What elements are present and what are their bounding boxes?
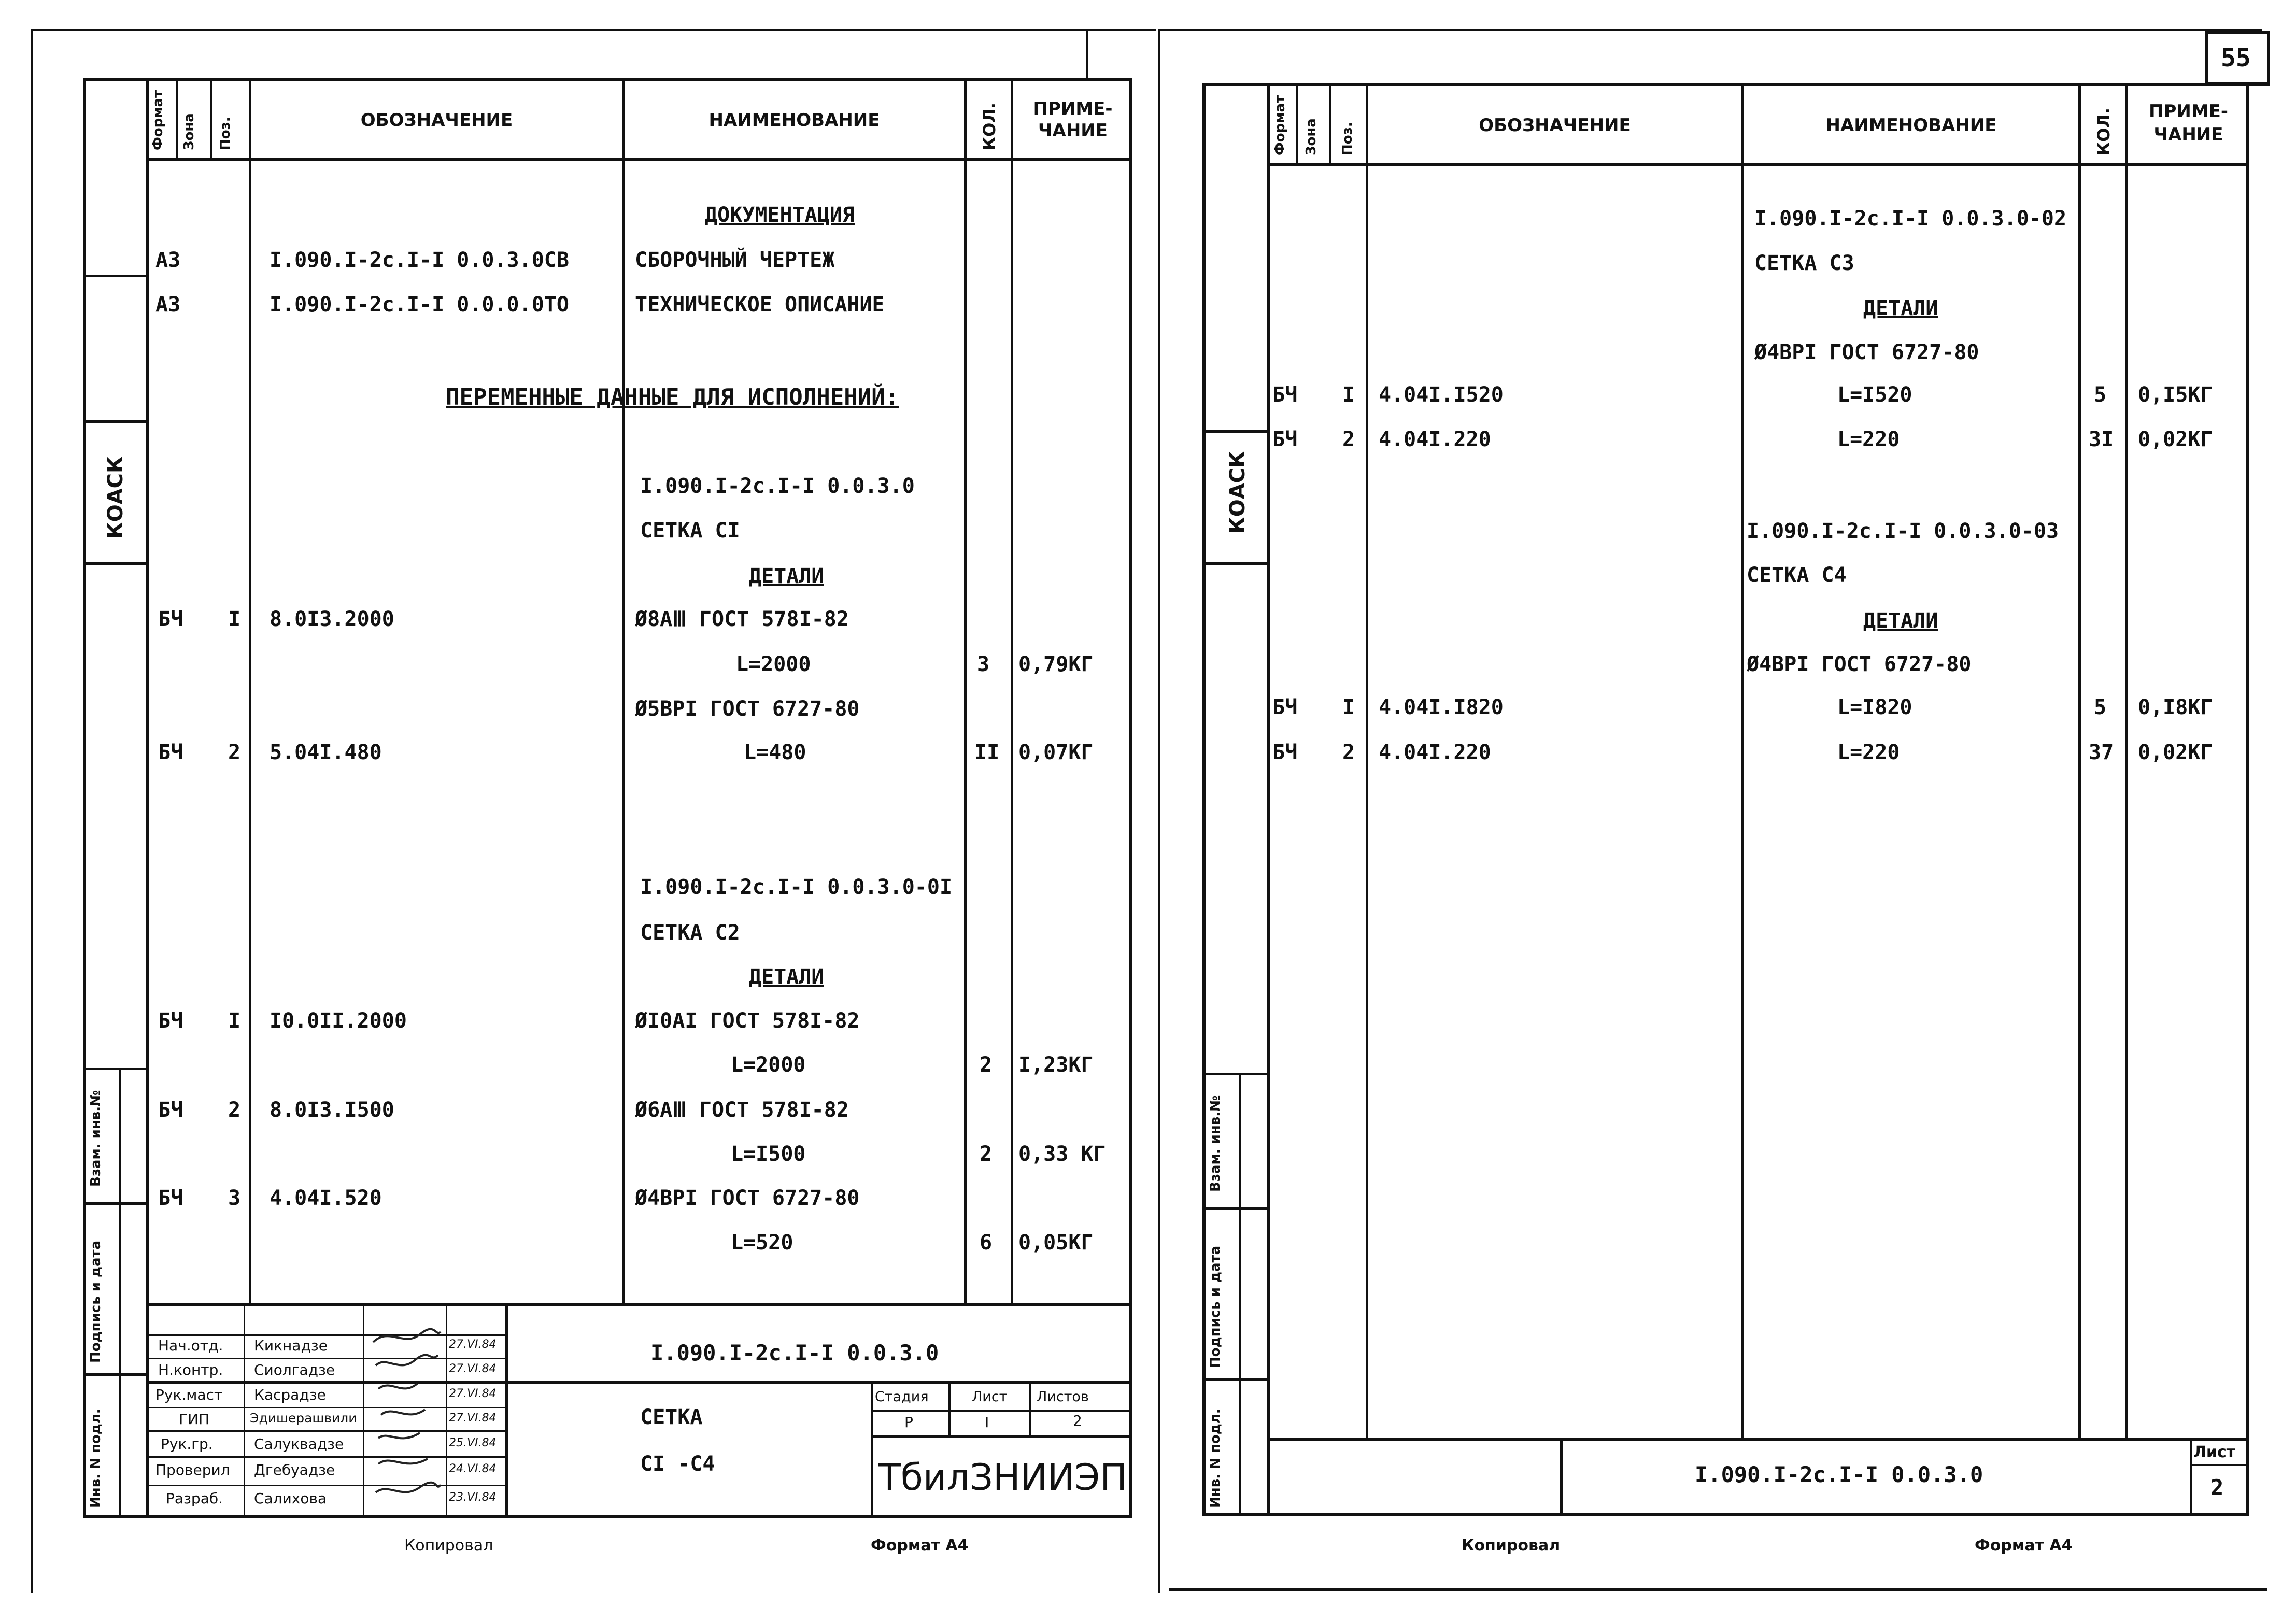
right-row-5-pos: 2 (1342, 428, 1355, 451)
right-row-c4-steel: Ø4ВРI ГОСТ 6727-80 (1747, 652, 1972, 676)
left-tb-stage-c2 (1029, 1381, 1031, 1435)
left-row-16-name: Ø6АⅢ ГОСТ 578I-82 (635, 1098, 849, 1122)
left-tb-date-3: 27.VI.84 (449, 1412, 497, 1425)
right-row-10-designation: 4.04I.I820 (1379, 695, 1504, 719)
right-col-format (1296, 83, 1298, 166)
left-row-15-name: L=2000 (731, 1053, 806, 1077)
left-tb-role-4: Рук.гр. (161, 1435, 213, 1453)
right-side-divider-3 (1202, 1378, 1270, 1381)
left-tb-r4 (149, 1407, 507, 1408)
left-trim-top (31, 29, 1156, 31)
left-tb-stage-label: Стадия (875, 1389, 929, 1405)
left-row-19-name: L=520 (731, 1231, 793, 1255)
right-row-c3-title: СЕТКА С3 (1754, 251, 1854, 275)
right-footer-copied: Копировал (1462, 1536, 1561, 1555)
right-row-c4-title: СЕТКА С4 (1747, 563, 1847, 587)
left-row-7-format: БЧ (158, 607, 183, 631)
left-row-14-format: БЧ (158, 1009, 183, 1033)
left-tb-stage-sep (871, 1381, 873, 1518)
left-tb-top (149, 1303, 1132, 1306)
right-row-5-name: L=220 (1837, 428, 1900, 451)
left-row-doc-heading: ДОКУМЕНТАЦИЯ (705, 203, 855, 227)
left-row-8-qty: 3 (977, 652, 990, 676)
left-row-c1-code: I.090.I-2с.I-I 0.0.3.0 (640, 474, 915, 498)
right-hdr-format: Формат (1272, 95, 1288, 155)
right-row-4-format: БЧ (1272, 383, 1298, 407)
right-row-5-format: БЧ (1272, 428, 1298, 451)
right-row-10-note: 0,I8КГ (2138, 695, 2213, 719)
right-row-c3-code: I.090.I-2с.I-I 0.0.3.0-02 (1754, 207, 2067, 231)
left-tb-doc-code: I.090.I-2с.I-I 0.0.3.0 (650, 1340, 939, 1365)
left-row-15-note: I,23КГ (1018, 1053, 1094, 1077)
left-tb-r1 (149, 1334, 507, 1336)
right-hdr-note2: ЧАНИЕ (2153, 124, 2223, 145)
left-tb-sheets-label: Листов (1037, 1389, 1089, 1405)
left-row-18-pos: 3 (228, 1186, 241, 1210)
right-row-c3-details: ДЕТАЛИ (1863, 296, 1938, 320)
left-row-18-designation: 4.04I.520 (270, 1186, 382, 1210)
right-tb-sheet: 2 (2210, 1475, 2224, 1500)
left-row-variable-heading: ПЕРЕМЕННЫЕ ДАННЫЕ ДЛЯ ИСПОЛНЕНИЙ: (446, 384, 899, 410)
left-tb-stage-row (871, 1410, 1132, 1412)
left-row-18-format: БЧ (158, 1186, 183, 1210)
left-side-divider-3 (83, 1373, 149, 1376)
left-row-16-pos: 2 (228, 1098, 241, 1122)
right-row-10-qty: 5 (2094, 695, 2107, 719)
right-tb-vsep (1560, 1438, 1563, 1516)
left-header-bottom (149, 158, 1132, 161)
left-tb-date-4: 25.VI.84 (449, 1436, 497, 1449)
left-tb-date-0: 27.VI.84 (449, 1338, 497, 1351)
right-col-designation (1741, 83, 1744, 1441)
right-row-c4-details: ДЕТАЛИ (1863, 609, 1938, 633)
left-hdr-name: НАИМЕНОВАНИЕ (708, 110, 880, 131)
left-row-7-name: Ø8АⅢ ГОСТ 578I-82 (635, 607, 849, 631)
left-row-c1-title: СЕТКА СI (640, 519, 740, 543)
right-row-5-designation: 4.04I.220 (1379, 428, 1491, 451)
right-col-pos (1366, 83, 1368, 1441)
left-row-16-format: БЧ (158, 1098, 183, 1122)
left-row-8-name: L=2000 (736, 652, 811, 676)
left-hdr-note1: ПРИМЕ- (1033, 98, 1113, 119)
left-tb-r6 (149, 1456, 507, 1458)
left-row-14-designation: I0.0II.2000 (270, 1009, 407, 1033)
right-hdr-note1: ПРИМЕ- (2149, 101, 2228, 122)
left-footer-copied: Копировал (404, 1536, 493, 1555)
left-tb-name-4: Салуквадзе (254, 1435, 344, 1453)
left-tb-date-5: 24.VI.84 (449, 1462, 497, 1475)
right-col-name (2078, 83, 2081, 1441)
right-row-4-designation: 4.04I.I520 (1379, 383, 1504, 407)
right-header-bottom (1270, 163, 2249, 166)
left-side-vline (119, 1068, 121, 1518)
left-tb-name-1: Сиолгадзе (254, 1361, 335, 1378)
left-tb-r7 (149, 1485, 507, 1486)
left-row-14-pos: I (228, 1009, 241, 1033)
left-tb-mid (149, 1381, 1132, 1384)
left-row-1-designation: I.090.I-2с.I-I 0.0.3.0СВ (270, 248, 569, 272)
left-row-14-name: ØI0АI ГОСТ 578I-82 (635, 1009, 860, 1033)
left-row-18-name: Ø4ВРI ГОСТ 6727-80 (635, 1186, 860, 1210)
left-row-8-note: 0,79КГ (1018, 652, 1094, 676)
right-side-label-inv: Инв. N подл. (1208, 1408, 1223, 1508)
left-tb-name-5: Дгебуадзе (254, 1461, 335, 1478)
left-side-label-inv: Инв. N подл. (88, 1408, 104, 1508)
left-tb-sheets: 2 (1073, 1412, 1082, 1429)
left-row-10-designation: 5.04I.480 (270, 741, 382, 764)
left-row-1-name: СБОРОЧНЫЙ ЧЕРТЕЖ (635, 248, 835, 272)
left-row-7-designation: 8.0I3.2000 (270, 607, 394, 631)
left-hdr-qty: КОЛ. (980, 102, 999, 150)
left-tb-stage-row2 (871, 1435, 1132, 1438)
left-row-10-format: БЧ (158, 741, 183, 764)
left-tb-sheet: I (985, 1414, 989, 1431)
left-row-7-pos: I (228, 607, 241, 631)
left-tb-signatures (368, 1327, 443, 1516)
left-row-1-format: А3 (155, 248, 181, 272)
left-margin-divider (83, 275, 149, 277)
right-row-5-qty: 3I (2089, 428, 2114, 451)
left-tb-org: ТбилЗНИИЭП (878, 1456, 1127, 1499)
left-tb-role-2: Рук.маст (155, 1386, 223, 1403)
left-tb-stage: Р (904, 1414, 913, 1431)
left-footer-format: Формат А4 (871, 1536, 969, 1555)
left-frame (83, 78, 1132, 1518)
left-row-2-format: А3 (155, 293, 181, 317)
left-row-c1-details: ДЕТАЛИ (749, 564, 824, 588)
right-row-10-name: L=I820 (1837, 695, 1912, 719)
right-hdr-qty: КОЛ. (2094, 107, 2114, 155)
left-row-15-qty: 2 (980, 1053, 993, 1077)
right-row-c4-code: I.090.I-2с.I-I 0.0.3.0-03 (1747, 519, 2059, 543)
right-tb-sheet-row (2190, 1464, 2249, 1466)
right-row-11-name: L=220 (1837, 741, 1900, 764)
left-tb-date-1: 27.VI.84 (449, 1362, 497, 1375)
left-row-17-qty: 2 (980, 1142, 993, 1166)
right-hdr-designation: ОБОЗНАЧЕНИЕ (1479, 115, 1631, 136)
right-row-11-qty: 37 (2089, 741, 2114, 764)
right-frame (1202, 83, 2249, 1516)
left-tb-role-0: Нач.отд. (158, 1337, 223, 1354)
right-hdr-zone: Зона (1303, 118, 1319, 155)
right-row-5-note: 0,02КГ (2138, 428, 2213, 451)
left-hdr-note2: ЧАНИЕ (1038, 120, 1108, 141)
left-col-designation (622, 78, 625, 1306)
left-row-c2-title: СЕТКА С2 (640, 921, 740, 945)
left-tb-title-1: СЕТКА (640, 1405, 703, 1429)
right-hdr-pos: Поз. (1340, 122, 1355, 155)
right-side-tab: КОАСК (1226, 451, 1250, 534)
left-col-zone (210, 78, 212, 161)
left-row-19-qty: 6 (980, 1231, 993, 1255)
right-trim-top (1158, 29, 2262, 31)
left-row-17-note: 0,33 КГ (1018, 1142, 1106, 1166)
right-row-11-pos: 2 (1342, 741, 1355, 764)
left-row-10-pos: 2 (228, 741, 241, 764)
right-row-11-format: БЧ (1272, 741, 1298, 764)
left-tb-name-3: Эдишерашвили (250, 1411, 357, 1426)
left-tb-name-6: Салихова (254, 1490, 327, 1507)
left-col-name (964, 78, 967, 1306)
right-row-11-designation: 4.04I.220 (1379, 741, 1491, 764)
left-row-2-designation: I.090.I-2с.I-I 0.0.0.0ТО (270, 293, 569, 317)
left-tb-title-2: СI -С4 (640, 1452, 715, 1476)
left-col-format (176, 78, 178, 161)
left-trim-tab (1086, 29, 1088, 80)
left-tb-role-3: ГИП (179, 1411, 210, 1428)
right-tb-top (1270, 1438, 2249, 1441)
left-tb-name-0: Кикнадзе (254, 1337, 328, 1354)
left-tb-r5 (149, 1430, 507, 1432)
right-row-10-format: БЧ (1272, 695, 1298, 719)
left-side-tab: КОАСК (104, 456, 127, 539)
right-row-4-qty: 5 (2094, 383, 2107, 407)
left-row-c2-code: I.090.I-2с.I-I 0.0.3.0-0I (640, 875, 953, 899)
left-hdr-pos: Поз. (218, 117, 233, 150)
left-row-2-name: ТЕХНИЧЕСКОЕ ОПИСАНИЕ (635, 293, 885, 317)
left-col-pos (249, 78, 251, 1306)
left-tb-sheet-label: Лист (972, 1389, 1008, 1405)
right-col-qty (2125, 83, 2128, 1441)
right-side-vline (1239, 1073, 1241, 1516)
left-row-19-note: 0,05КГ (1018, 1231, 1094, 1255)
left-tb-date-2: 27.VI.84 (449, 1387, 497, 1400)
right-tb-sheet-sep (2190, 1438, 2192, 1516)
left-tb-r2 (149, 1358, 507, 1359)
left-tb-role-6: Разраб. (166, 1490, 223, 1507)
right-col-zone (1329, 83, 1331, 166)
right-tb-sheet-label: Лист (2193, 1443, 2236, 1461)
left-row-10-note: 0,07КГ (1018, 741, 1094, 764)
left-hdr-zone: Зона (181, 113, 197, 150)
left-row-17-name: L=I500 (731, 1142, 806, 1166)
page-number: 55 (2221, 44, 2251, 73)
right-row-10-pos: I (1342, 695, 1355, 719)
left-tb-name-2: Касрадзе (254, 1386, 326, 1403)
left-col-qty (1011, 78, 1013, 1306)
right-row-4-name: L=I520 (1837, 383, 1912, 407)
left-row-c2-details: ДЕТАЛИ (749, 965, 824, 989)
right-trim-left (1158, 29, 1160, 1593)
right-trim-bottom (1169, 1588, 2267, 1591)
left-hdr-designation: ОБОЗНАЧЕНИЕ (360, 110, 513, 131)
right-tb-doc-code: I.090.I-2с.I-I 0.0.3.0 (1695, 1462, 1983, 1487)
right-side-label-sign: Подпись и дата (1208, 1245, 1223, 1368)
left-row-10-qty: II (974, 741, 1000, 764)
right-row-4-pos: I (1342, 383, 1355, 407)
right-row-4-note: 0,I5КГ (2138, 383, 2213, 407)
left-side-divider-1 (83, 1068, 149, 1070)
left-row-10-name: L=480 (744, 741, 806, 764)
right-footer-format: Формат А4 (1975, 1536, 2073, 1555)
left-tb-stage-c1 (948, 1381, 951, 1435)
left-hdr-format: Формат (150, 90, 166, 150)
left-tb-role-1: Н.контр. (158, 1361, 223, 1378)
right-side-divider-1 (1202, 1073, 1270, 1075)
left-tb-role-5: Проверил (155, 1461, 230, 1478)
left-row-9-name: Ø5ВРI ГОСТ 6727-80 (635, 697, 860, 721)
left-side-label-replace: Взам. инв.№ (88, 1090, 104, 1187)
left-tb-date-6: 23.VI.84 (449, 1491, 497, 1504)
right-side-divider-2 (1202, 1207, 1270, 1210)
left-trim-left (31, 29, 33, 1593)
right-row-c3-steel: Ø4ВРI ГОСТ 6727-80 (1754, 340, 1979, 364)
right-row-11-note: 0,02КГ (2138, 741, 2213, 764)
right-side-label-replace: Взам. инв.№ (1208, 1095, 1223, 1192)
left-row-16-designation: 8.0I3.I500 (270, 1098, 394, 1122)
left-side-divider-2 (83, 1202, 149, 1205)
right-hdr-name: НАИМЕНОВАНИЕ (1825, 115, 1997, 136)
left-side-label-sign: Подпись и дата (88, 1240, 104, 1363)
